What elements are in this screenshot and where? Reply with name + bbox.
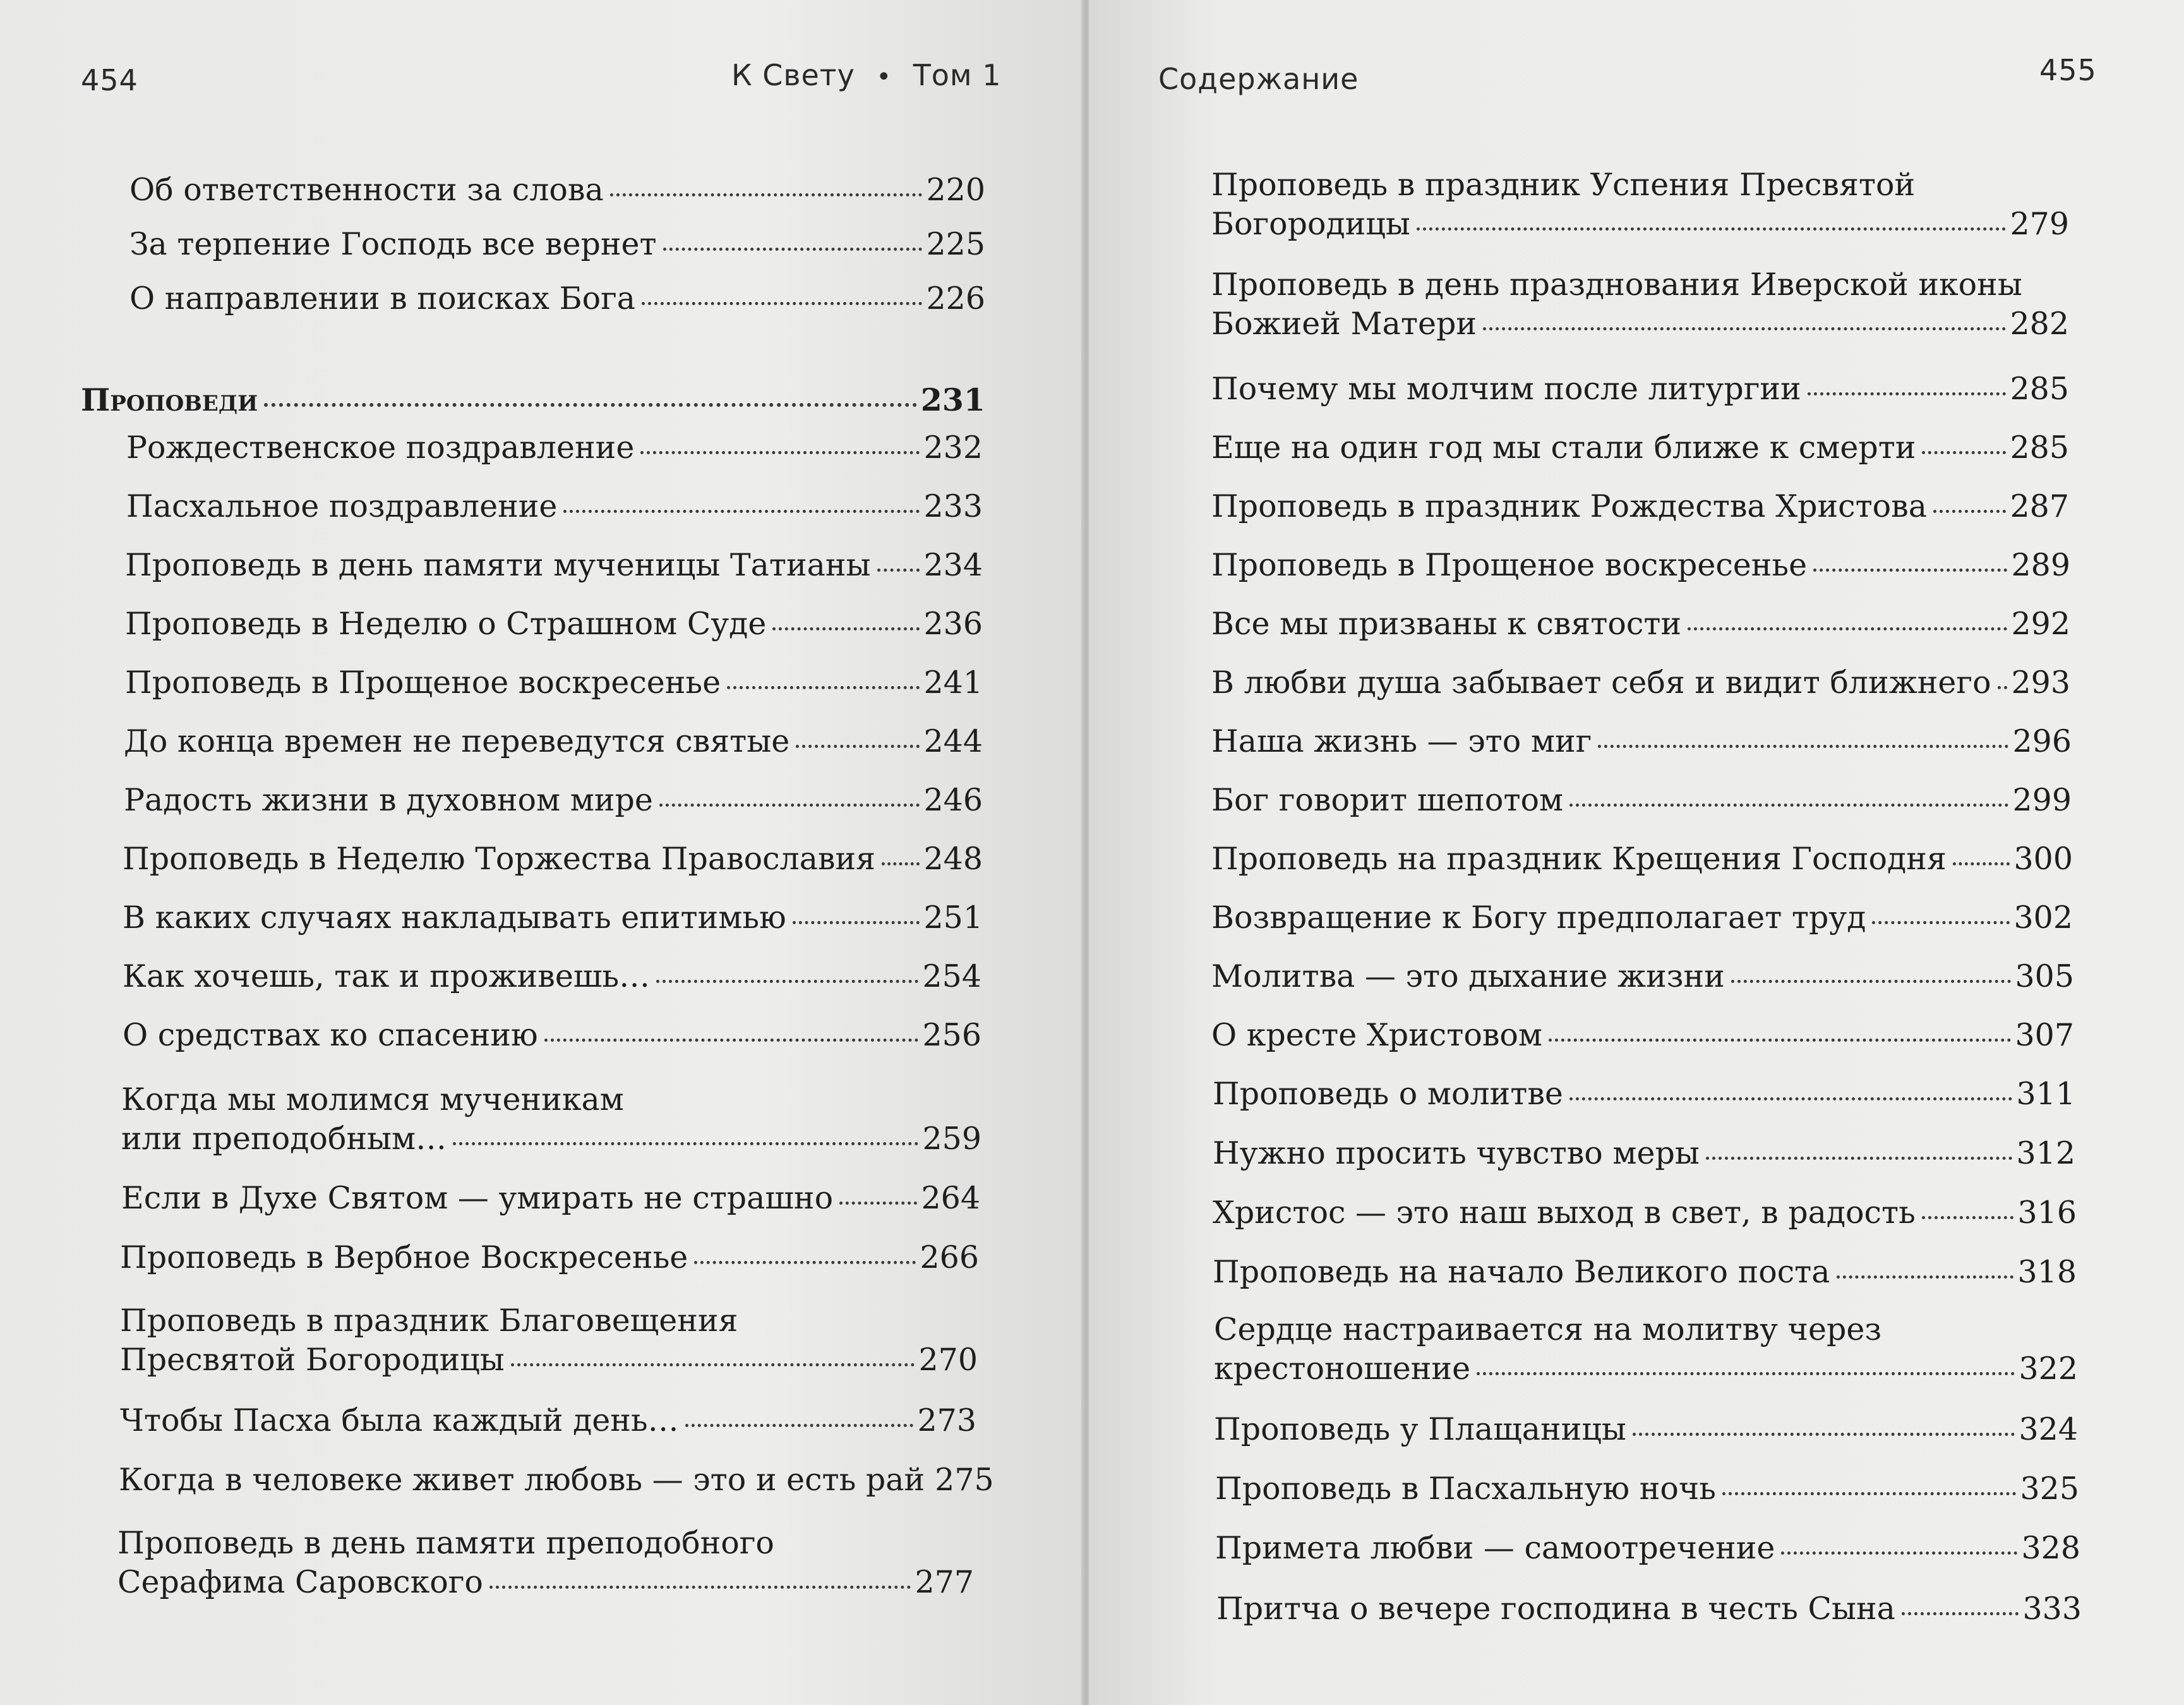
- toc-entry[interactable]: [1211, 487, 2069, 526]
- toc-section-heading[interactable]: [81, 380, 985, 419]
- toc-entry[interactable]: [1213, 1253, 2077, 1292]
- toc-entry-page: 333: [2022, 1591, 2082, 1627]
- toc-entry-title: Проповедь в праздник Рождества Христова: [1211, 488, 1927, 524]
- toc-entry-page: 254: [922, 958, 981, 994]
- toc-entry[interactable]: [1211, 265, 2069, 344]
- toc-entry-title: О средствах ко спасению: [123, 1017, 538, 1053]
- toc-entry[interactable]: [123, 957, 981, 996]
- toc-entry-page: 236: [923, 606, 983, 642]
- dot-leader: [1477, 1372, 2015, 1375]
- dot-leader: [685, 1424, 914, 1427]
- dot-leader: [511, 1363, 915, 1366]
- toc-entry-page: 296: [2012, 723, 2072, 759]
- toc-entry-page: 244: [923, 723, 983, 759]
- toc-entry-page: 234: [923, 547, 983, 583]
- section-title: Проповеди: [81, 382, 258, 418]
- dot-leader: [1549, 1039, 2011, 1042]
- toc-entry[interactable]: [119, 1461, 994, 1500]
- toc-entry-title: Божией Матери: [1211, 306, 1477, 342]
- toc-entry-title: Рождественское поздравление: [126, 430, 635, 466]
- dot-leader: [839, 1202, 917, 1205]
- toc-entry-title: Пасхальное поздравление: [126, 488, 558, 524]
- toc-entry-page: 256: [922, 1017, 981, 1053]
- toc-entry-page: 233: [923, 488, 983, 524]
- toc-entry-title: Чтобы Пасха была каждый день…: [120, 1402, 679, 1438]
- toc-entry[interactable]: [129, 171, 985, 210]
- book-title: К Свету: [731, 58, 855, 92]
- toc-entry-title: Проповедь на начало Великого поста: [1213, 1254, 1830, 1290]
- toc-entry-title: Еще на один год мы стали ближе к смерти: [1211, 430, 1916, 466]
- toc-entry-title: или преподобным…: [121, 1121, 447, 1157]
- toc-entry[interactable]: [121, 1080, 981, 1159]
- toc-entry-title: До конца времен не переведутся святые: [124, 723, 790, 759]
- toc-entry[interactable]: [1215, 1529, 2080, 1568]
- toc-entry-page: 246: [923, 782, 983, 818]
- dot-leader: [642, 302, 922, 305]
- toc-entry-page: 282: [2010, 306, 2069, 342]
- toc-entry-page: 316: [2017, 1195, 2077, 1231]
- toc-entry[interactable]: [1213, 1134, 2075, 1173]
- toc-entry[interactable]: [1215, 1469, 2079, 1509]
- dot-leader: [1953, 862, 2010, 865]
- toc-entry[interactable]: [120, 1301, 978, 1380]
- dot-leader: [659, 804, 920, 807]
- toc-entry-title: Когда в человеке живет любовь — это и есть рай: [119, 1462, 925, 1498]
- toc-entry-title: Примета любви — самоотречение: [1215, 1530, 1775, 1566]
- toc-entry[interactable]: [1211, 1016, 2074, 1055]
- dot-leader: [1731, 980, 2012, 983]
- toc-entry[interactable]: [117, 1524, 974, 1602]
- dot-leader: [1837, 1275, 2014, 1279]
- toc-entry-title: В каких случаях накладывать епитимью: [123, 900, 786, 936]
- dot-leader: [1417, 227, 2007, 231]
- dot-leader: [1569, 804, 2008, 807]
- toc-entry-page: 292: [2011, 606, 2070, 642]
- toc-entry-page: 285: [2010, 430, 2069, 466]
- toc-entry[interactable]: [1211, 166, 2069, 244]
- right-page: [1089, 0, 2184, 1705]
- dot-leader: [1902, 1612, 2019, 1615]
- toc-entry[interactable]: [1211, 840, 2073, 879]
- dot-leader: [1813, 569, 2007, 572]
- dot-leader: [1922, 1216, 2014, 1219]
- toc-entry-page: 225: [926, 226, 985, 262]
- toc-entry[interactable]: [121, 1179, 980, 1218]
- section-page: 231: [920, 382, 985, 418]
- toc-entry-title: О кресте Христовом: [1211, 1017, 1543, 1053]
- toc-entry-title: Проповедь о молитве: [1213, 1076, 1563, 1112]
- toc-entry-title: Притча о вечере господина в честь Сына: [1216, 1591, 1895, 1627]
- toc-entry-title: Возвращение к Богу предполагает труд: [1211, 900, 1866, 936]
- toc-entry-page: 302: [2013, 900, 2073, 936]
- toc-entry-page: 248: [923, 841, 983, 877]
- toc-entry-title: Проповедь у Плащаницы: [1214, 1411, 1626, 1447]
- dot-leader: [796, 745, 920, 748]
- toc-entry-title: Проповедь в Неделю о Страшном Суде: [125, 606, 767, 642]
- toc-entry-page: 241: [923, 665, 983, 701]
- dot-leader: [1722, 1492, 2017, 1495]
- toc-entry-page: 279: [2010, 206, 2069, 242]
- dot-leader: [694, 1261, 916, 1264]
- dot-leader: [656, 980, 918, 983]
- toc-entry-page: 270: [918, 1342, 978, 1378]
- dot-leader: [1569, 1097, 2013, 1100]
- toc-entry[interactable]: [1211, 370, 2069, 409]
- toc-entry-title: Проповедь на праздник Крещения Господня: [1211, 841, 1947, 877]
- toc-entry[interactable]: [1211, 605, 2070, 644]
- dot-leader: [1688, 627, 2007, 630]
- dot-leader: [793, 921, 920, 924]
- toc-entry-title: Бог говорит шепотом: [1211, 782, 1564, 818]
- dot-leader: [640, 451, 920, 454]
- toc-entry-page: 312: [2016, 1135, 2075, 1171]
- dot-leader: [544, 1039, 919, 1042]
- toc-entry-page: 275: [935, 1462, 994, 1498]
- toc-entry[interactable]: [1211, 546, 2070, 585]
- toc-entry-page: 277: [915, 1564, 974, 1600]
- right-running-head: Содержание: [1158, 62, 1359, 96]
- toc-entry[interactable]: [1214, 1410, 2078, 1449]
- right-page-number: 455: [2039, 53, 2097, 87]
- toc-entry-title: Проповедь в Неделю Торжества Православия: [123, 841, 876, 877]
- header-bullet: •: [876, 63, 892, 92]
- toc-entry-title-line1: Проповедь в праздник Благовещения: [120, 1303, 738, 1339]
- dot-leader: [1998, 686, 2008, 689]
- toc-entry-title: Об ответственности за слова: [129, 172, 604, 208]
- toc-entry-title-line1: Проповедь в день празднования Иверской иконы: [1211, 267, 2022, 303]
- toc-entry-page: 299: [2012, 782, 2072, 818]
- dot-leader: [727, 686, 920, 689]
- toc-entry[interactable]: [120, 1238, 979, 1277]
- left-running-head: [731, 58, 1002, 92]
- volume-label: Том 1: [913, 58, 1002, 92]
- toc-entry-page: 318: [2017, 1254, 2077, 1290]
- dot-leader: [1922, 451, 2006, 454]
- toc-entry-title-line1: Когда мы молимся мученикам: [121, 1081, 624, 1118]
- toc-entry[interactable]: [1213, 1193, 2077, 1232]
- toc-entry-title: Как хочешь, так и проживешь…: [123, 958, 651, 994]
- toc-entry[interactable]: [124, 722, 983, 761]
- dot-leader: [1706, 1157, 2013, 1160]
- dot-leader: [1808, 392, 2007, 395]
- toc-entry-page: 264: [921, 1180, 980, 1216]
- toc-entry[interactable]: [126, 487, 983, 526]
- toc-entry-title: Почему мы молчим после литургии: [1211, 371, 1801, 407]
- toc-entry-page: 285: [2010, 371, 2069, 407]
- dot-leader: [882, 862, 920, 865]
- toc-entry-title: Если в Духе Святом — умирать не страшно: [121, 1180, 834, 1216]
- dot-leader: [610, 193, 923, 196]
- toc-entry-title: Молитва — это дыхание жизни: [1211, 958, 1725, 994]
- dot-leader: [877, 569, 920, 572]
- toc-entry[interactable]: [1216, 1589, 2082, 1629]
- toc-entry-page: 232: [923, 430, 983, 466]
- toc-entry[interactable]: [120, 1401, 976, 1440]
- toc-entry[interactable]: [125, 663, 983, 702]
- toc-entry-title: Пресвятой Богородицы: [120, 1342, 505, 1378]
- toc-entry-title-line1: Проповедь в день памяти преподобного: [117, 1525, 774, 1561]
- toc-entry[interactable]: [125, 546, 983, 585]
- left-page: [0, 0, 1084, 1705]
- toc-entry-title: Проповедь в Пасхальную ночь: [1215, 1471, 1716, 1507]
- toc-entry[interactable]: [1211, 428, 2069, 467]
- toc-entry-page: 293: [2011, 665, 2070, 701]
- toc-entry-title-line1: Проповедь в праздник Успения Пресвятой: [1211, 167, 1916, 203]
- toc-entry[interactable]: [1213, 1075, 2075, 1114]
- toc-entry[interactable]: [1211, 663, 2070, 702]
- toc-entry-page: 266: [920, 1239, 979, 1275]
- toc-entry[interactable]: [129, 225, 985, 264]
- toc-entry[interactable]: [125, 605, 983, 644]
- dot-leader: [1633, 1433, 2015, 1436]
- toc-entry-title: Серафима Саровского: [117, 1564, 483, 1600]
- toc-entry-page: 226: [926, 280, 985, 316]
- toc-entry-page: 300: [2013, 841, 2073, 877]
- toc-entry-page: 287: [2010, 488, 2069, 524]
- toc-entry-page: 289: [2011, 547, 2070, 583]
- dot-leader: [453, 1142, 918, 1145]
- toc-entry[interactable]: [123, 898, 983, 937]
- toc-entry[interactable]: [129, 279, 985, 318]
- toc-entry-page: 311: [2016, 1076, 2075, 1112]
- toc-entry[interactable]: [124, 781, 983, 820]
- dot-leader: [1933, 510, 2006, 513]
- dot-leader: [563, 510, 920, 513]
- dot-leader: [1483, 327, 2006, 330]
- toc-entry-page: 322: [2019, 1351, 2078, 1387]
- toc-entry-title: Все мы призваны к святости: [1211, 606, 1682, 642]
- toc-entry-page: 305: [2015, 958, 2074, 994]
- toc-entry[interactable]: [1211, 898, 2073, 937]
- toc-entry-title: Наша жизнь — это миг: [1211, 723, 1592, 759]
- dot-leader: [663, 248, 923, 251]
- toc-entry[interactable]: [1211, 957, 2074, 996]
- toc-entry[interactable]: [1214, 1310, 2078, 1389]
- toc-entry-title: Нужно просить чувство меры: [1213, 1135, 1700, 1171]
- toc-entry-page: 324: [2019, 1411, 2078, 1447]
- toc-entry-page: 328: [2021, 1530, 2080, 1566]
- toc-entry-title: Проповедь в день памяти мученицы Татианы: [125, 547, 871, 583]
- toc-entry[interactable]: [1211, 781, 2072, 820]
- dot-leader: [489, 1586, 911, 1589]
- toc-entry-title: За терпение Господь все вернет: [129, 226, 657, 262]
- toc-entry-page: 325: [2020, 1471, 2079, 1507]
- toc-entry-title: Христос — это наш выход в свет, в радость: [1213, 1195, 1916, 1231]
- toc-entry-page: 220: [926, 172, 985, 208]
- toc-entry-title-line1: Сердце настраивается на молитву через: [1214, 1311, 1882, 1347]
- toc-entry-page: 259: [922, 1121, 981, 1157]
- toc-entry[interactable]: [123, 1016, 981, 1055]
- toc-entry-page: 273: [917, 1402, 976, 1438]
- toc-entry-title: Проповедь в Прощеное воскресенье: [1211, 547, 1808, 583]
- dot-leader: [772, 627, 920, 630]
- toc-entry-title: крестоношение: [1214, 1351, 1471, 1387]
- left-page-number: 454: [81, 63, 138, 97]
- dot-leader: [264, 403, 917, 407]
- toc-entry-title: Богородицы: [1211, 206, 1410, 242]
- toc-entry[interactable]: [123, 840, 983, 879]
- toc-entry-title: Проповедь в Прощеное воскресенье: [125, 665, 721, 701]
- toc-entry-title: Радость жизни в духовном мире: [124, 782, 653, 818]
- toc-entry-title: Проповедь в Вербное Воскресенье: [120, 1239, 688, 1275]
- dot-leader: [1872, 921, 2010, 924]
- toc-entry-page: 251: [923, 900, 983, 936]
- toc-entry[interactable]: [1211, 722, 2072, 761]
- toc-entry[interactable]: [126, 428, 983, 467]
- toc-entry-title: В любви душа забывает себя и видит ближнего: [1211, 665, 1991, 701]
- toc-entry-page: 307: [2015, 1017, 2074, 1053]
- dot-leader: [1781, 1551, 2017, 1555]
- dot-leader: [1598, 745, 2008, 748]
- toc-entry-title: О направлении в поисках Бога: [129, 280, 635, 316]
